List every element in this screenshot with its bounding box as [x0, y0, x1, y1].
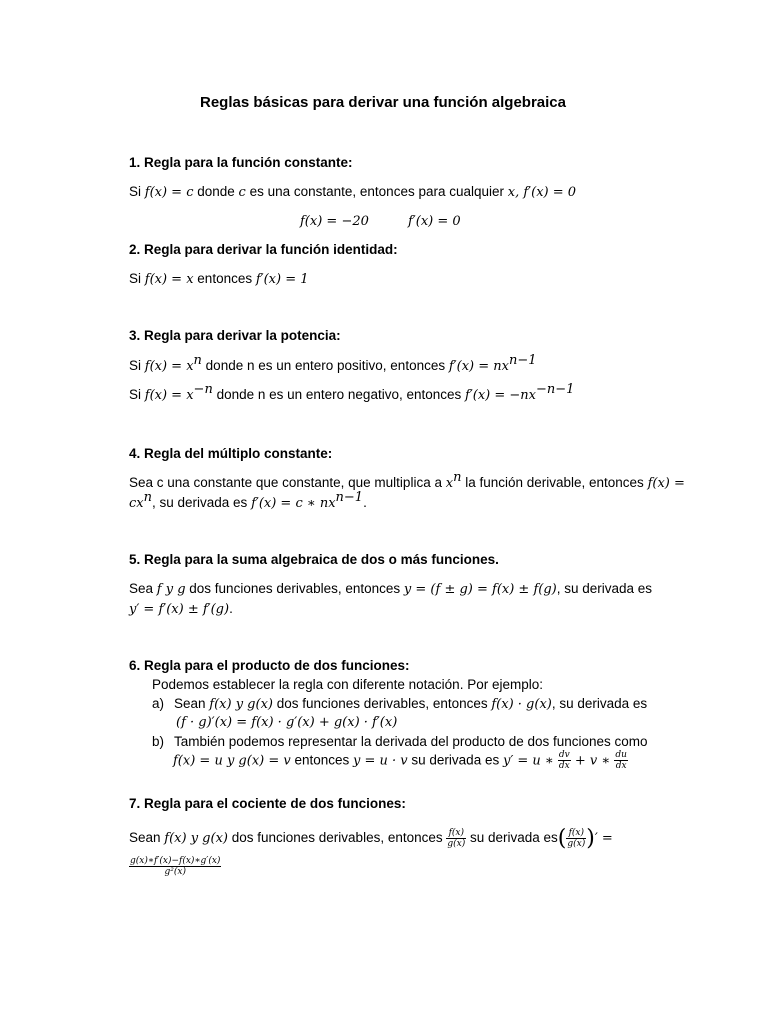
rule-5-statement-line-2: y′ = f′(x) ± f′(g). [129, 601, 233, 617]
rule-2-statement: Si f(x) = x entonces f′(x) = 1 [129, 271, 309, 287]
rule-4-statement-line-2: $cx^n$, su derivada es f′(x) = c ∗ $nx^{n-1}$. [129, 490, 367, 511]
rule-1-heading: 1. Regla para la función constante: [129, 155, 353, 170]
rule-4-heading: 4. Regla del múltiplo constante: [129, 446, 333, 461]
fraction-du-dx: $\frac{du}{dx}$ [615, 750, 627, 772]
rule-7-quotient-result [129, 856, 221, 878]
rule-6-product-formula: (f · g)′(x) = f(x) · g′(x) + g(x) · f′(x) [176, 715, 398, 730]
rule-7-statement: Sean f(x) y g(x) dos funciones derivables, entonces $\frac{f(x)}{g(x)}$ su derivada es( $\frac{f(x)}{g(x)}$ )′ = [129, 826, 613, 851]
rule-6-item-b: b) También podemos representar la derivada del producto de dos funciones como [152, 734, 648, 749]
rule-4-statement-line-1: Sea c una constante que constante, que multiplica a $x^n$ la función derivable, entonces f(x) = [129, 470, 685, 491]
rule-1-statement: Si f(x) = c donde c es una constante, entonces para cualquier x, f′(x) = 0 [129, 184, 577, 200]
rule-5-statement-line-1: Sea f y g dos funciones derivables, entonces y = (f ± g) = f(x) ± f(g), su derivada es [129, 581, 653, 597]
rule-6-intro: Podemos establecer la regla con diferente notación. Por ejemplo: [152, 677, 543, 692]
rule-6-leibniz-formula: f(x) = u y g(x) = v entonces y = u · v su derivada es y′ = u ∗ $\frac{dv}{dx}$ + v ∗ $\frac{du}{dx}$ [173, 750, 627, 772]
rule-5-heading: 5. Regla para la suma algebraica de dos o más funciones. [129, 552, 499, 567]
rule-1-example-derivative: f′(x) = 0 [408, 214, 461, 229]
rule-3-positive-case: Si $f(x) = x^n$ donde n es un entero positivo, entonces $f'(x) = nx^{n-1}$ [129, 353, 537, 374]
page-title: Reglas básicas para derivar una función algebraica [200, 94, 566, 111]
fraction-quotient-rule: $\frac{g(x)∗f'(x)-f(x)∗g'(x)}{\text{g²(x)}}$ [130, 856, 221, 878]
rule-7-heading: 7. Regla para el cociente de dos funciones: [129, 796, 406, 811]
rule-3-negative-case: Si $f(x) = x^{-n}$ donde n es un entero negativo, entonces $f'(x) = -nx^{-n-1}$ [129, 382, 575, 403]
rule-3-heading: 3. Regla para derivar la potencia: [129, 328, 341, 343]
fraction-dv-dx: $\frac{dv}{dx}$ [558, 750, 570, 772]
fraction-f-over-g: $\frac{f(x)}{g(x)}$ [447, 827, 466, 849]
rule-2-heading: 2. Regla para derivar la función identidad: [129, 242, 398, 257]
fraction-f-over-g-derivative: $\frac{f(x)}{g(x)}$ [567, 827, 586, 849]
rule-6-item-a: a) Sean f(x) y g(x) dos funciones derivables, entonces f(x) · g(x), su derivada es [152, 696, 648, 712]
rule-1-example-function: f(x) = −20 [300, 214, 369, 229]
rule-6-heading: 6. Regla para el producto de dos funciones: [129, 658, 410, 673]
